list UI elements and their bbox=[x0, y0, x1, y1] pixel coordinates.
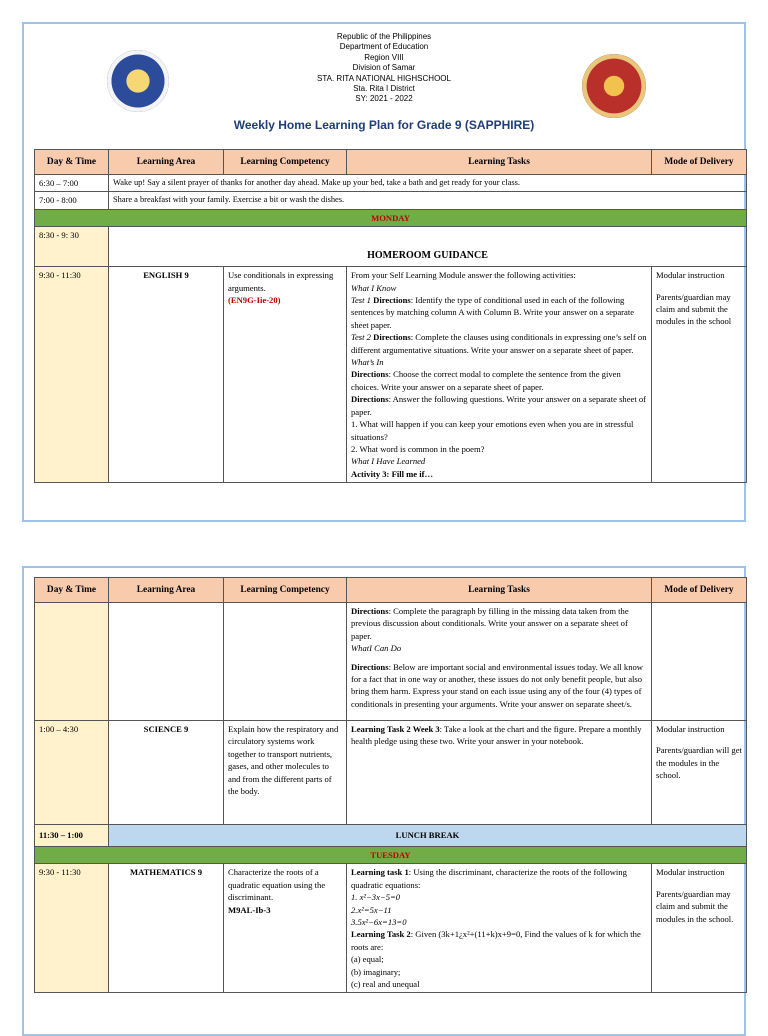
task-text: : Below are important social and environmental issues today. We all know for a fact that in one way or another, these issues do not only benefit people, but also bring them harm. Express your stand on each issue using any of the four (4) types of conditionals in presenting your arguments. Write your answer on separate sheet/s. bbox=[351, 661, 643, 709]
task-item bbox=[351, 866, 647, 891]
equation: 1. x²−3x−5=0 bbox=[351, 892, 401, 903]
col-header-learning-area: Learning Area bbox=[109, 150, 224, 175]
task-label: Learning Task 2 Week 3 bbox=[351, 724, 440, 734]
plan-table-page-2 bbox=[34, 577, 747, 993]
mode-text: Parents/guardian may claim and submit the modules in the school. bbox=[656, 888, 734, 924]
time-cell: 6:30 – 7:00 bbox=[35, 175, 109, 192]
task-label: Directions bbox=[351, 394, 389, 405]
task-label: Directions bbox=[351, 369, 389, 380]
header-line-school: STA. RITA NATIONAL HIGHSCHOOL bbox=[317, 73, 451, 83]
routine-text: Wake up! Say a silent prayer of thanks for another day ahead. Make up your bed, take a bath and get ready for your class. bbox=[109, 175, 747, 192]
task-label: Directions bbox=[373, 295, 411, 306]
mode-text: Modular instruction bbox=[656, 724, 725, 734]
mode-text: Parents/guardian may claim and submit the modules in the school bbox=[656, 291, 732, 327]
time-cell: 11:30 – 1:00 bbox=[35, 825, 109, 847]
col-header-mode-of-delivery: Mode of Delivery bbox=[652, 578, 747, 603]
table-row bbox=[35, 603, 747, 721]
col-header-learning-tasks: Learning Tasks bbox=[347, 150, 652, 175]
learning-competency bbox=[224, 267, 347, 483]
table-row bbox=[35, 864, 747, 993]
equation: 2.x²=5x−11 bbox=[351, 904, 392, 915]
learning-competency bbox=[224, 603, 347, 721]
col-header-learning-area: Learning Area bbox=[109, 578, 224, 603]
task-text: : Choose the correct modal to complete the sentence from the given choices. Write your answer on a separate sheet of paper. bbox=[351, 369, 621, 392]
mode-text: Modular instruction bbox=[656, 867, 725, 878]
task-heading: What I Know bbox=[351, 282, 397, 293]
col-header-learning-tasks: Learning Tasks bbox=[347, 578, 652, 603]
learning-tasks bbox=[347, 603, 652, 721]
learning-tasks bbox=[347, 267, 652, 483]
competency-code: M9AL-Ib-3 bbox=[228, 904, 271, 915]
table-header-row bbox=[35, 578, 747, 603]
mode-of-delivery bbox=[652, 267, 747, 483]
table-row bbox=[35, 227, 747, 267]
equation: 3.5x²−6x=13=0 bbox=[351, 917, 407, 928]
mode-text: Parents/guardian will get the modules in the school. bbox=[656, 745, 742, 781]
time-cell bbox=[35, 603, 109, 721]
competency-text: Characterize the roots of a quadratic equation using the discriminant. bbox=[228, 867, 326, 903]
task-item bbox=[351, 723, 647, 748]
task-text: : Answer the following questions. Write your answer on a separate sheet of paper. bbox=[351, 394, 647, 417]
table-header-row bbox=[35, 150, 747, 175]
homeroom-label: HOMEROOM GUIDANCE bbox=[109, 227, 747, 267]
task-text: : Take a look at the chart and the figure. Prepare a monthly health pledge using these two. Write your answer in your notebook. bbox=[351, 724, 642, 747]
task-item bbox=[351, 393, 647, 418]
learning-area: ENGLISH 9 bbox=[109, 267, 224, 483]
header-line-district: Sta. Rita I District bbox=[353, 84, 415, 94]
competency-code: (EN9G-Iie-20) bbox=[228, 295, 281, 306]
competency-text: Use conditionals in expressing arguments. bbox=[228, 270, 334, 293]
table-row bbox=[35, 175, 747, 192]
header-line-department: Department of Education bbox=[339, 42, 429, 52]
day-label: TUESDAY bbox=[35, 847, 747, 864]
day-row bbox=[35, 209, 747, 226]
page-1 bbox=[22, 22, 746, 522]
school-header bbox=[24, 24, 744, 144]
table-row bbox=[35, 721, 747, 825]
lunch-break-label: LUNCH BREAK bbox=[109, 825, 747, 847]
learning-area: SCIENCE 9 bbox=[109, 721, 224, 825]
task-label: Directions bbox=[373, 332, 411, 343]
mode-of-delivery bbox=[652, 603, 747, 721]
table-row bbox=[35, 825, 747, 847]
col-header-mode-of-delivery: Mode of Delivery bbox=[652, 150, 747, 175]
task-option: (b) imaginary; bbox=[351, 966, 401, 977]
task-label: Test 1 bbox=[351, 295, 374, 306]
learning-area: MATHEMATICS 9 bbox=[109, 864, 224, 993]
task-text: : Complete the paragraph by filling in the missing data taken from the previous discussion about conditionals. Write your answer on a separate sheet of paper. bbox=[351, 606, 629, 641]
col-header-learning-competency: Learning Competency bbox=[224, 578, 347, 603]
learning-tasks bbox=[347, 721, 652, 825]
time-cell: 7:00 - 8:00 bbox=[35, 192, 109, 209]
plan-table-page-1 bbox=[34, 149, 747, 483]
task-label: Directions bbox=[351, 606, 389, 616]
learning-competency: Explain how the respiratory and circulatory systems work together to transport nutrients, gases, and other molecules to and from the different parts of the body. bbox=[224, 721, 347, 825]
task-text: : Complete the clauses using conditionals in expressing one’s self on different argumentative situations. Write your answer on a separate sheet of paper. bbox=[351, 332, 647, 355]
task-activity: Activity 3: Fill me if… bbox=[351, 468, 434, 479]
plan-title: Weekly Home Learning Plan for Grade 9 (SAPPHIRE) bbox=[233, 118, 535, 132]
task-heading: What’s In bbox=[351, 357, 384, 368]
task-item bbox=[351, 331, 647, 356]
header-line-division: Division of Samar bbox=[352, 63, 416, 73]
task-question: 1. What will happen if you can keep your emotions even when you are in stressful situations? bbox=[351, 419, 634, 442]
task-label: Learning Task 2 bbox=[351, 929, 411, 940]
task-heading: What I Have Learned bbox=[351, 456, 426, 467]
task-option: (a) equal; bbox=[351, 954, 384, 965]
table-row bbox=[35, 267, 747, 483]
routine-text: Share a breakfast with your family. Exercise a bit or wash the dishes. bbox=[109, 192, 747, 209]
task-heading: WhatI Can Do bbox=[351, 643, 402, 654]
learning-competency bbox=[224, 864, 347, 993]
task-text: : Using the discriminant, characterize the roots of the following quadratic equations: bbox=[351, 867, 627, 890]
task-label: Test 2 bbox=[351, 332, 374, 343]
time-cell: 1:00 – 4:30 bbox=[35, 721, 109, 825]
task-item bbox=[351, 661, 647, 711]
learning-area bbox=[109, 603, 224, 721]
mode-of-delivery bbox=[652, 864, 747, 993]
day-label: MONDAY bbox=[35, 209, 747, 226]
page-2 bbox=[22, 566, 746, 1036]
time-cell: 9:30 - 11:30 bbox=[35, 864, 109, 993]
col-header-day-time: Day & Time bbox=[35, 578, 109, 603]
table-row bbox=[35, 192, 747, 209]
header-line-republic: Republic of the Philippines bbox=[336, 32, 432, 41]
time-cell: 8:30 - 9: 30 bbox=[35, 227, 109, 267]
time-cell: 9:30 - 11:30 bbox=[35, 267, 109, 483]
task-text: : Given (3k+1¿x²+(11+k)x+9=0, Find the values of k for which the roots are: bbox=[351, 929, 641, 952]
task-option: (c) real and unequal bbox=[351, 979, 420, 990]
task-intro: From your Self Learning Module answer the following activities: bbox=[351, 270, 576, 281]
task-question: 2. What word is common in the poem? bbox=[351, 443, 485, 454]
mode-text: Modular instruction bbox=[656, 270, 725, 281]
task-item bbox=[351, 605, 647, 642]
day-row bbox=[35, 847, 747, 864]
task-item bbox=[351, 294, 647, 331]
header-line-region: Region VIII bbox=[364, 52, 404, 62]
col-header-learning-competency: Learning Competency bbox=[224, 150, 347, 175]
col-header-day-time: Day & Time bbox=[35, 150, 109, 175]
task-item bbox=[351, 928, 647, 953]
task-text: : Identify the type of conditional used in each of the following sentences by matching column A with Column B. Write your answer on a separate sheet paper. bbox=[351, 295, 635, 330]
header-line-school-year: SY: 2021 - 2022 bbox=[355, 94, 413, 104]
task-label: Learning task 1 bbox=[351, 867, 409, 878]
learning-tasks bbox=[347, 864, 652, 993]
mode-of-delivery bbox=[652, 721, 747, 825]
task-label: Directions bbox=[351, 661, 389, 672]
task-item bbox=[351, 368, 647, 393]
